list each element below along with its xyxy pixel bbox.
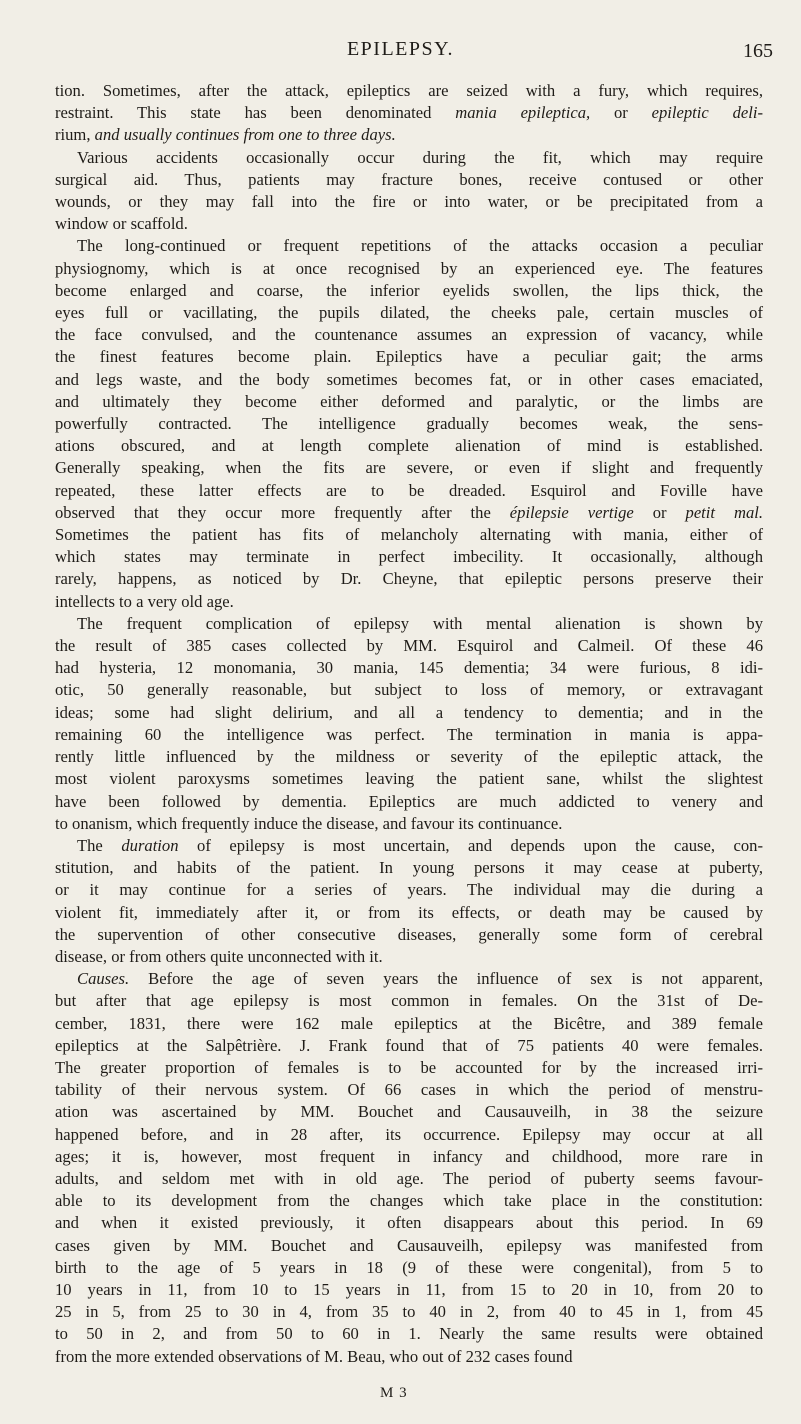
text-line: and when it existed previously, it often disappears about this period. In 69 (55, 1213, 763, 1233)
text-line: ations obscured, and at length complete alienation of mind is established. (55, 436, 763, 456)
text-line: adults, and seldom met with in old age. The period of puberty seems favour- (55, 1168, 763, 1188)
text-line: cases given by MM. Bouchet and Causauveilh, epilepsy was manifested from (55, 1235, 763, 1255)
text-line: have been followed by dementia. Epileptics are much addicted to venery and (55, 791, 763, 811)
text-line: the result of 385 cases collected by MM. Esquirol and Calmeil. Of these 46 (55, 636, 763, 656)
running-title: EPILEPSY. (346, 38, 455, 60)
text-line: cember, 1831, there were 162 male epileptics at the Bicêtre, and 389 female (55, 1013, 763, 1033)
text-line: but after that age epilepsy is most common in females. On the 31st of De- (55, 991, 763, 1011)
text-line: happened before, and in 28 after, its occurrence. Epilepsy may occur at all (55, 1124, 763, 1144)
text-line: tion. Sometimes, after the attack, epileptics are seized with a fury, which requires, (55, 81, 763, 100)
text-line: become enlarged and coarse, the inferior eyelids swollen, the lips thick, the (55, 280, 763, 300)
text-line: wounds, or they may fall into the fire or into water, or be precipitated from a (55, 192, 763, 212)
text-line: 25 in 5, from 25 to 30 in 4, from 35 to 40 in 2, from 40 to 45 in 1, from 45 (55, 1302, 763, 1322)
page-number: 165 (743, 40, 773, 62)
text-line: otic, 50 generally reasonable, but subject to loss of memory, or extravagant (55, 680, 763, 700)
text-line: which states may terminate in perfect imbecility. It occasionally, although (55, 547, 763, 567)
text-line: stitution, and habits of the patient. In young persons it may cease at puberty, (55, 858, 763, 878)
text-line: most violent paroxysms sometimes leaving the patient sane, whilst the slightest (55, 769, 763, 789)
text-line: Various accidents occasionally occur during the fit, which may require (77, 147, 763, 167)
text-line: Causes. Before the age of seven years the influence of sex is not apparent, (77, 969, 763, 989)
text-line: rium, and usually continues from one to three days. (55, 125, 396, 145)
text-line: able to its development from the changes which take place in the constitution: (55, 1191, 763, 1211)
text-line: ation was ascertained by MM. Bouchet and Causauveilh, in 38 the seizure (55, 1102, 763, 1122)
page-header (0, 38, 801, 68)
text-line: to 50 in 2, and from 50 to 60 in 1. Nearly the same results were obtained (55, 1324, 763, 1344)
text-line: powerfully contracted. The intelligence gradually becomes weak, the sens- (55, 414, 763, 434)
text-line: 10 years in 11, from 10 to 15 years in 11, from 15 to 20 in 10, from 20 to (55, 1279, 763, 1299)
text-line: remaining 60 the intelligence was perfect. The termination in mania is appa- (55, 724, 763, 744)
text-line: to onanism, which frequently induce the disease, and favour its continuance. (55, 813, 563, 833)
text-line: the supervention of other consecutive diseases, generally some form of cerebral (55, 924, 763, 944)
text-line: rently little influenced by the mildness or severity of the epileptic attack, the (55, 747, 763, 767)
text-line: surgical aid. Thus, patients may fracture bones, receive contused or other (55, 169, 763, 189)
text-line: disease, or from others quite unconnected with it. (55, 946, 383, 966)
text-line: Generally speaking, when the fits are severe, or even if slight and frequently (55, 458, 763, 478)
text-line: had hysteria, 12 monomania, 30 mania, 145 dementia; 34 were furious, 8 idi- (55, 658, 763, 678)
text-line: repeated, these latter effects are to be dreaded. Esquirol and Foville have (55, 480, 763, 500)
text-line: window or scaffold. (55, 214, 188, 234)
text-line: observed that they occur more frequently after the épilepsie vertige or petit mal. (55, 502, 763, 522)
text-line: ideas; some had slight delirium, and all a tendency to dementia; and in the (55, 702, 763, 722)
text-line: restraint. This state has been denominated mania epileptica, or epileptic deli- (55, 103, 763, 123)
text-line: and legs waste, and the body sometimes becomes fat, or in other cases emaciated, (55, 369, 763, 389)
text-line: epileptics at the Salpêtrière. J. Frank found that of 75 patients 40 were females. (55, 1035, 763, 1055)
text-line: and ultimately they become either deformed and paralytic, or the limbs are (55, 391, 763, 411)
text-line: the finest features become plain. Epileptics have a peculiar gait; the arms (55, 347, 763, 367)
text-line: The duration of epilepsy is most uncertain, and depends upon the cause, con- (77, 835, 763, 855)
body-text (55, 80, 763, 1368)
text-line: The long-continued or frequent repetitions of the attacks occasion a peculiar (77, 236, 763, 256)
text-line: birth to the age of 5 years in 18 (9 of these were congenital), from 5 to (55, 1257, 763, 1277)
text-line: violent fit, immediately after it, or from its effects, or death may be caused by (55, 902, 763, 922)
text-line: The greater proportion of females is to be accounted for by the increased irri- (55, 1057, 763, 1077)
text-line: from the more extended observations of M. Beau, who out of 232 cases found (55, 1346, 573, 1366)
text-line: ages; it is, however, most frequent in infancy and childhood, more rare in (55, 1146, 763, 1166)
text-line: or it may continue for a series of years. The individual may die during a (55, 880, 763, 900)
text-line: The frequent complication of epilepsy with mental alienation is shown by (77, 613, 763, 633)
text-line: the face convulsed, and the countenance assumes an expression of vacancy, while (55, 325, 763, 345)
text-line: rarely, happens, as noticed by Dr. Cheyne, that epileptic persons preserve their (55, 569, 763, 589)
text-line: tability of their nervous system. Of 66 cases in which the period of menstru- (55, 1080, 763, 1100)
signature-mark: M 3 (380, 1385, 408, 1401)
text-line: Sometimes the patient has fits of melancholy alternating with mania, either of (55, 525, 763, 545)
text-line: physiognomy, which is at once recognised by an experienced eye. The features (55, 258, 763, 278)
text-line: eyes full or vacillating, the pupils dilated, the cheeks pale, certain muscles of (55, 303, 763, 323)
text-line: intellects to a very old age. (55, 591, 234, 611)
